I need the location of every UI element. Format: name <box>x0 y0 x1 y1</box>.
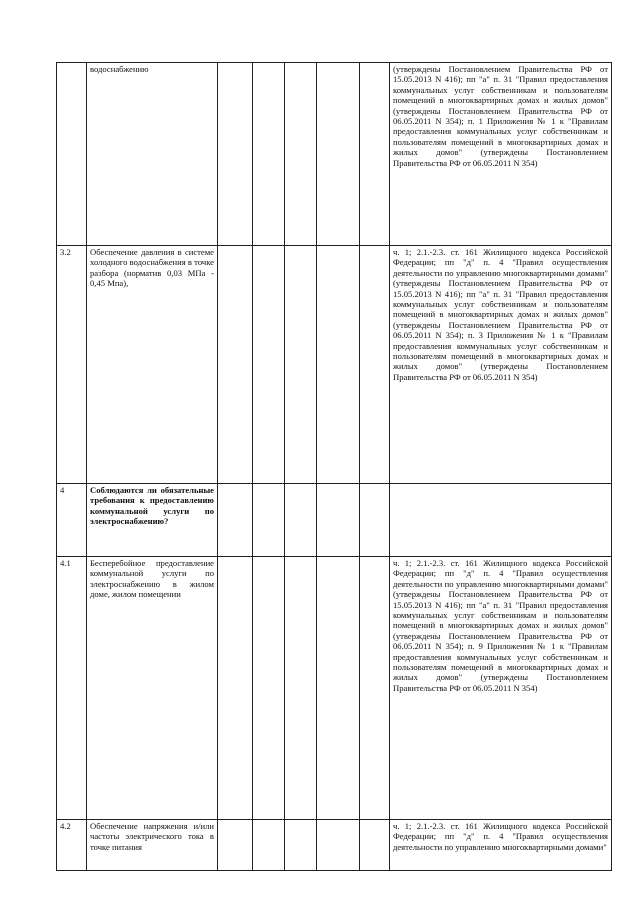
answer-cell-extra <box>360 246 390 484</box>
answer-cell-extra <box>360 557 390 820</box>
requirement-question: водоснабжению <box>87 63 218 246</box>
answer-cell-no <box>253 557 285 820</box>
answer-cell-extra <box>360 63 390 246</box>
legal-reference: ч. 1; 2.1.-2.3. ст. 161 Жилищного кодекса Российской Федерации; пп "д" п. 4 "Правил осуществления деятельности по управлению многоквартирными домами" (утверждены Постановлением Правительства РФ от 15.05.2013 N 416); пп "а" п. 31 "Правил предоставления коммунальных услуг собственникам и пользователям помещений в многоквартирных домах и жилых домов" (утверждены Постановлением Правительства РФ от 06.05.2011 N 354); п. 3 Приложения № 1 к "Правилам предоставления коммунальных услуг собственникам и пользователям помещений в многоквартирных домах и жилых домов" (утверждены Постановлением Правительства РФ от 06.05.2011 N 354) <box>390 246 612 484</box>
answer-cell-comment <box>317 557 360 820</box>
row-number: 4 <box>57 484 87 557</box>
table-row <box>57 246 612 484</box>
row-number: 4.2 <box>57 820 87 871</box>
row-number <box>57 63 87 246</box>
row-number: 4.1 <box>57 557 87 820</box>
answer-cell-no <box>253 63 285 246</box>
answer-cell-no <box>253 484 285 557</box>
answer-cell-comment <box>317 246 360 484</box>
answer-cell-na <box>285 484 317 557</box>
requirements-table <box>56 62 612 871</box>
table-row <box>57 557 612 820</box>
answer-cell-yes <box>218 820 253 871</box>
answer-cell-comment <box>317 63 360 246</box>
answer-cell-yes <box>218 63 253 246</box>
requirement-question: Бесперебойное предоставление коммунальной услуги по электроснабжению в жилом доме, жилом помещении <box>87 557 218 820</box>
answer-cell-extra <box>360 820 390 871</box>
answer-cell-extra <box>360 484 390 557</box>
table-row <box>57 63 612 246</box>
answer-cell-yes <box>218 484 253 557</box>
answer-cell-na <box>285 557 317 820</box>
answer-cell-no <box>253 820 285 871</box>
legal-reference: ч. 1; 2.1.-2.3. ст. 161 Жилищного кодекса Российской Федерации; пп "д" п. 4 "Правил осуществления деятельности по управлению многоквартирными домами" <box>390 820 612 871</box>
requirement-question: Обеспечение напряжения и/или частоты электрического тока в точке питания <box>87 820 218 871</box>
answer-cell-na <box>285 820 317 871</box>
legal-reference: (утверждены Постановлением Правительства РФ от 15.05.2013 N 416); пп "а" п. 31 "Правил предоставления коммунальных услуг собственникам и пользователям помещений в многоквартирных домах и жилых домов" (утверждены Постановлением Правительства РФ от 06.05.2011 N 354); п. 1 Приложения № 1 к "Правилам предоставления коммунальных услуг собственникам и пользователям помещений в многоквартирных домах и жилых домов" (утверждены Постановлением Правительства РФ от 06.05.2011 N 354) <box>390 63 612 246</box>
table-row <box>57 820 612 871</box>
answer-cell-comment <box>317 484 360 557</box>
answer-cell-na <box>285 63 317 246</box>
requirement-question: Обеспечение давления в системе холодного водоснабжения в точке разбора (норматив 0,03 МПа - 0,45 Мпа), <box>87 246 218 484</box>
row-number: 3.2 <box>57 246 87 484</box>
answer-cell-yes <box>218 557 253 820</box>
section-question: Соблюдаются ли обязательные требования к предоставлению коммунальной услуги по электроснабжению? <box>87 484 218 557</box>
legal-reference <box>390 484 612 557</box>
answer-cell-comment <box>317 820 360 871</box>
answer-cell-na <box>285 246 317 484</box>
legal-reference: ч. 1; 2.1.-2.3. ст. 161 Жилищного кодекса Российской Федерации; пп "д" п. 4 "Правил осуществления деятельности по управлению многоквартирными домами" (утверждены Постановлением Правительства РФ от 15.05.2013 N 416); пп "а" п. 31 "Правил предоставления коммунальных услуг собственникам и пользователям помещений в многоквартирных домах и жилых домов" (утверждены Постановлением Правительства РФ от 06.05.2011 N 354); п. 9 Приложения № 1 к "Правилам предоставления коммунальных услуг собственникам и пользователям помещений в многоквартирных домах и жилых домов" (утверждены Постановлением Правительства РФ от 06.05.2011 N 354) <box>390 557 612 820</box>
answer-cell-yes <box>218 246 253 484</box>
table-row-section <box>57 484 612 557</box>
answer-cell-no <box>253 246 285 484</box>
